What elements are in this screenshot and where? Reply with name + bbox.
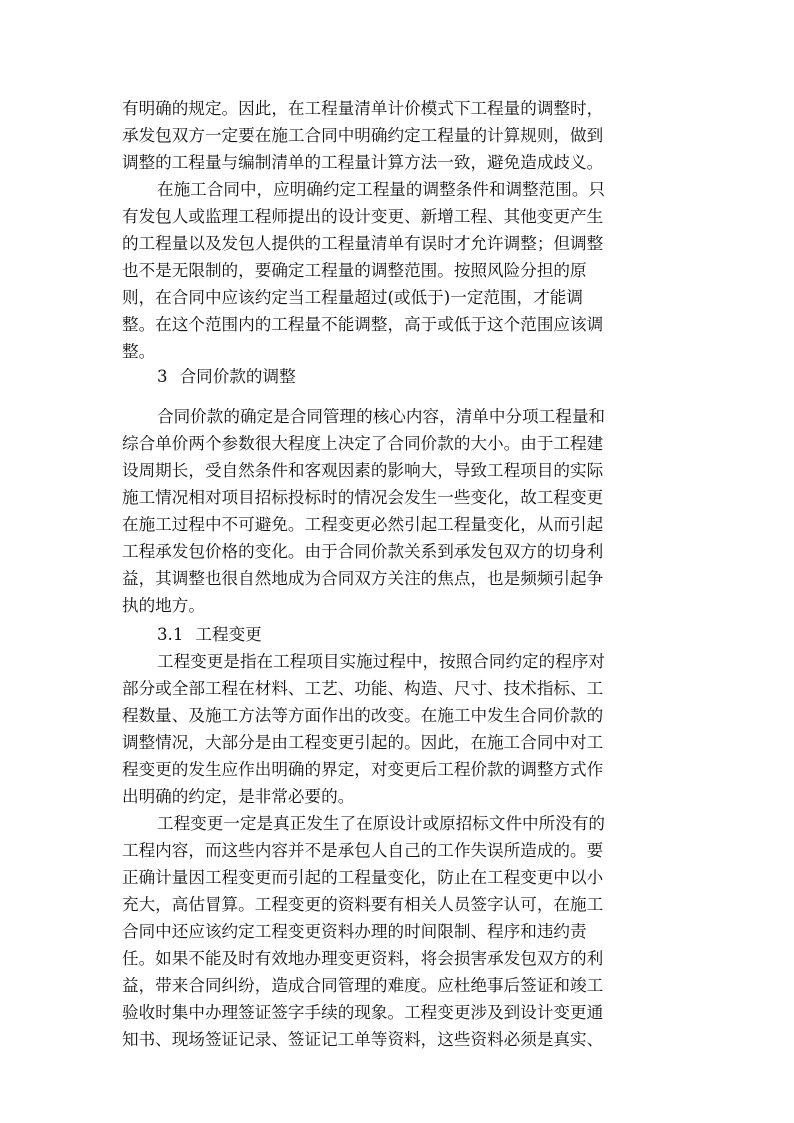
text-line: 有发包人或监理工程师提出的设计变更、新增工程、其他变更产生: [122, 207, 604, 226]
section-number: 3: [157, 367, 168, 386]
section-heading-3-1: [157, 621, 262, 648]
section-number: 3.1: [157, 625, 184, 644]
text-line: 合同中还应该约定工程变更资料办理的时间限制、程序和违约责: [122, 922, 587, 941]
text-line: 执的地方。: [122, 596, 205, 615]
text-line: 的工程量以及发包人提供的工程量清单有误时才允许调整；但调整: [122, 234, 604, 253]
paragraph-1: [122, 95, 674, 176]
text-line: 工程承发包价格的变化。由于合同价款关系到承发包双方的切身利: [122, 542, 604, 561]
text-line: 正确计量因工程变更而引起的工程量变化，防止在工程变更中以小: [122, 868, 604, 887]
text-line: 程变更的发生应作出明确的界定，对变更后工程价款的调整方式作: [122, 760, 604, 779]
text-line: 益，带来合同纠纷，造成合同管理的难度。应杜绝事后签证和竣工: [122, 976, 604, 995]
text-line: 则，在合同中应该约定当工程量超过(或低于)一定范围，才能调: [122, 288, 583, 307]
text-line: 综合单价两个参数很大程度上决定了合同价款的大小。由于工程建: [122, 434, 604, 453]
text-line: 调整的工程量与编制清单的工程量计算方法一致，避免造成歧义。: [122, 153, 604, 172]
text-line: 充大，高估冒算。工程变更的资料要有相关人员签字认可，在施工: [122, 895, 604, 914]
text-line: 有明确的规定。因此，在工程量清单计价模式下工程量的调整时，: [122, 99, 604, 118]
section-title: 合同价款的调整: [179, 367, 296, 386]
text-line: 也不是无限制的，要确定工程量的调整范围。按照风险分担的原: [122, 261, 587, 280]
text-line: 工程变更一定是真正发生了在原设计或原招标文件中所没有的: [157, 814, 606, 833]
text-line: 在施工过程中不可避免。工程变更必然引起工程量变化，从而引起: [122, 515, 604, 534]
text-line: 部分或全部工程在材料、工艺、功能、构造、尺寸、技术指标、工: [122, 679, 604, 698]
paragraph-5: [122, 810, 674, 1053]
text-line: 整。: [122, 342, 156, 361]
text-line: 工程内容，而这些内容并不是承包人自己的工作失误所造成的。要: [122, 841, 604, 860]
text-line: 验收时集中办理签证签字手续的现象。工程变更涉及到设计变更通: [122, 1003, 604, 1022]
text-line: 益，其调整也很自然地成为合同双方关注的焦点，也是频频引起争: [122, 569, 604, 588]
paragraph-2: [122, 176, 674, 365]
text-line: 程数量、及施工方法等方面作出的改变。在施工中发生合同价款的: [122, 706, 604, 725]
text-line: 施工情况相对项目招标投标时的情况会发生一些变化，故工程变更: [122, 488, 604, 507]
text-line: 设周期长，受自然条件和客观因素的影响大，导致工程项目的实际: [122, 461, 604, 480]
text-line: 出明确的约定，是非常必要的。: [122, 787, 355, 806]
text-line: 任。如果不能及时有效地办理变更资料，将会损害承发包双方的利: [122, 949, 604, 968]
section-heading-3: [157, 363, 296, 390]
text-line: 调整情况，大部分是由工程变更引起的。因此，在施工合同中对工: [122, 733, 604, 752]
text-line: 整。在这个范围内的工程量不能调整，高于或低于这个范围应该调: [122, 315, 604, 334]
paragraph-4: [122, 648, 674, 810]
text-line: 在施工合同中，应明确约定工程量的调整条件和调整范围。只: [157, 180, 606, 199]
text-line: 工程变更是指在工程项目实施过程中，按照合同约定的程序对: [157, 652, 606, 671]
paragraph-3: [122, 403, 674, 619]
text-line: 承发包双方一定要在施工合同中明确约定工程量的计算规则，做到: [122, 126, 604, 145]
text-line: 合同价款的确定是合同管理的核心内容，清单中分项工程量和: [157, 407, 606, 426]
text-line: 知书、现场签证记录、签证记工单等资料，这些资料必须是真实、: [122, 1030, 604, 1049]
section-title: 工程变更: [195, 625, 262, 644]
